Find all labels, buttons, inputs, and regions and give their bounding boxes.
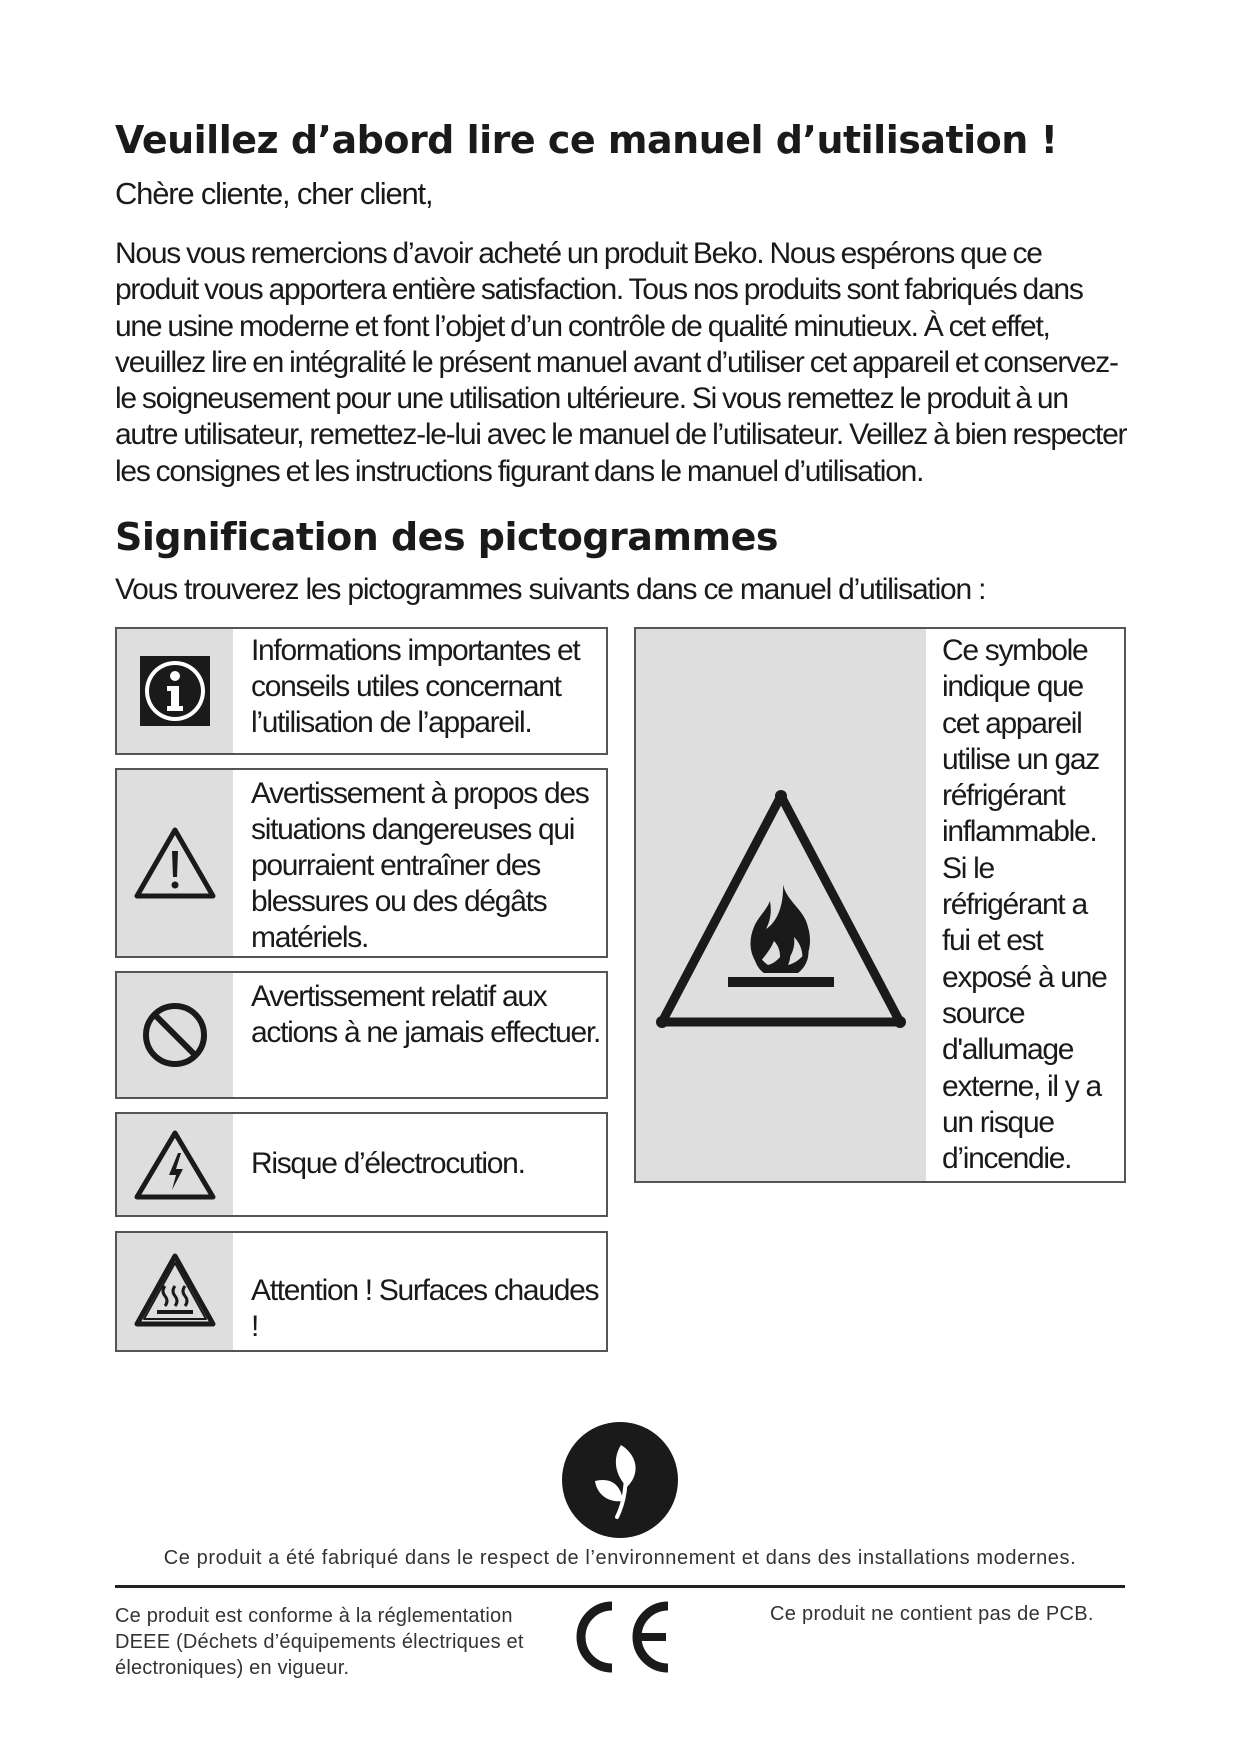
pictogram-info [115,627,608,755]
greeting: Chère cliente, cher client, [115,176,433,211]
leaf-icon [561,1421,679,1539]
page-title: Veuillez d’abord lire ce manuel d’utilisation ! [115,118,1058,162]
warning-icon [133,825,217,901]
pictogram-hot-text: Attention ! Surfaces chaudes ! [251,1274,599,1343]
info-icon [140,656,210,726]
prohibited-icon [140,1000,210,1070]
flammable-icon [636,629,926,1181]
intro-paragraph: Nous vous remercions d’avoir acheté un produit Beko. Nous espérons que ce produit vous apportera entière satisfaction. Tous nos produits sont fabriqués dans une usine moderne et font l’objet d’un contrôle de qualité minutieux. À cet effet, veuillez lire en intégralité le présent manuel avant d’utiliser cet appareil et conservez-le soigneusement pour une utilisation ultérieure. Si vous remettez le produit à un autre utilisateur, remettez-le-lui avec le manuel de l’utilisateur. Veillez à bien respecter les consignes et les instructions figurant dans le manuel d’utilisation. [115,237,1127,488]
pictogram-hot [115,1231,608,1352]
pictogram-electric [115,1112,608,1217]
ce-mark-icon [568,1598,676,1676]
pcb-statement: Ce produit ne contient pas de PCB. [770,1603,1094,1625]
pictogram-flammable [634,627,1126,1183]
eco-statement: Ce produit a été fabriqué dans le respect de l’environnement et dans des installations modernes. [163,1547,1077,1569]
pictogram-prohibited-text: Avertissement relatif aux actions à ne jamais effectuer. [251,980,601,1049]
section-title: Signification des pictogrammes [115,515,778,559]
pictogram-info-text: Informations importantes et conseils utiles concernant l’utilisation de l’appareil. [251,634,580,739]
weee-statement: Ce produit est conforme à la réglementation DEEE (Déchets d’équipements électriques et électroniques) en vigueur. [115,1605,524,1679]
section-intro: Vous trouverez les pictogrammes suivants dans ce manuel d’utilisation : [115,573,986,606]
divider [115,1585,1125,1588]
pictogram-warning [115,768,608,958]
hot-surface-icon [133,1252,217,1332]
electric-shock-icon [133,1128,217,1202]
pictogram-warning-text: Avertissement à propos des situations dangereuses qui pourraient entraîner des blessures ou des dégâts matériels. [251,777,589,954]
pictogram-electric-text: Risque d’électrocution. [251,1147,525,1180]
pictogram-flammable-text: Ce symbole indique que cet appareil utilise un gaz réfrigérant inflammable. Si le réfrigérant a fui et est exposé à une source d'allumage externe, il y a un risque d’incendie. [942,634,1107,1176]
pictogram-prohibited [115,971,608,1099]
